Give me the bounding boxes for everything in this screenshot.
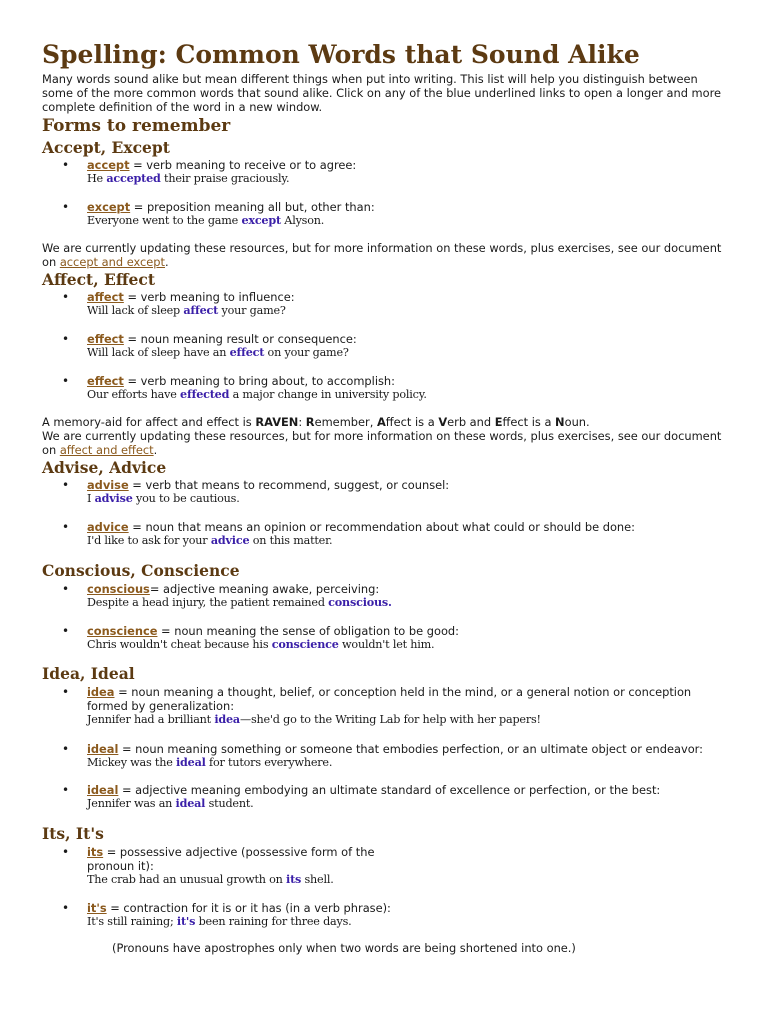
list-item (87, 845, 717, 886)
example-keyword: advice (210, 533, 250, 547)
section-heading-idea: Idea, Ideal (42, 664, 135, 683)
mnemonic-text: emember, (314, 415, 377, 429)
list-item (87, 200, 717, 227)
bullet: • (62, 200, 70, 214)
definition-text: = verb meaning to influence: (123, 290, 295, 304)
example-keyword: ideal (175, 796, 206, 810)
bullet: • (62, 685, 70, 699)
example-text: student. (205, 797, 254, 810)
example-text: The crab had an unusual growth on (87, 873, 287, 886)
example-keyword: except (241, 213, 281, 227)
term-link-its[interactable]: its (87, 845, 104, 859)
mnemonic-text: ffect is a (385, 415, 439, 429)
example-keyword: its (286, 872, 302, 886)
example-text: on this matter. (249, 534, 333, 547)
note-text: . (153, 443, 158, 457)
example-text: It's still raining; (87, 915, 177, 928)
example-text: a major change in university policy. (229, 388, 427, 401)
definition-text: = verb that means to recommend, suggest, or counsel: (128, 478, 450, 492)
example-text: for tutors everywhere. (205, 756, 333, 769)
example-keyword: advise (94, 491, 133, 505)
list-item (87, 901, 717, 928)
definition-text: = noun meaning something or someone that embodies perfection, or an ultimate object or endeavor: (118, 742, 703, 756)
example-text: Chris wouldn't cheat because his (87, 638, 272, 651)
example-keyword: conscience (271, 637, 339, 651)
definition-text: pronoun it): (87, 859, 154, 873)
list-item (87, 478, 717, 505)
example-text: Our efforts have (87, 388, 181, 401)
definition-text: = contraction for it is or it has (in a verb phrase): (106, 901, 391, 915)
list-item (87, 783, 717, 810)
example-text: Will lack of sleep have an (87, 346, 230, 359)
mnemonic-text: ffect is a (502, 415, 556, 429)
term-link-effect-verb[interactable]: effect (87, 374, 124, 388)
bullet: • (62, 158, 70, 172)
mnemonic-letter: N (555, 415, 565, 429)
example-text: Mickey was the (87, 756, 176, 769)
term-link-conscience[interactable]: conscience (87, 624, 158, 638)
definition-text: = noun that means an opinion or recommendation about what could or should be done: (128, 520, 635, 534)
bullet: • (62, 374, 70, 388)
bullet: • (62, 520, 70, 534)
example-text: Alyson. (280, 214, 325, 227)
mnemonic-text: erb and (447, 415, 495, 429)
section-heading-its: Its, It's (42, 824, 104, 843)
forms-heading: Forms to remember (42, 116, 231, 136)
link-affect-and-effect[interactable]: affect and effect (59, 443, 154, 457)
bullet: • (62, 742, 70, 756)
example-text: I'd like to ask for your (87, 534, 211, 547)
mnemonic-paragraph (42, 415, 732, 429)
term-link-except[interactable]: except (87, 200, 131, 214)
example-text: He (87, 172, 107, 185)
example-text: shell. (301, 873, 334, 886)
list-item (87, 520, 717, 547)
mnemonic-letter: V (438, 415, 448, 429)
term-link-its-contraction[interactable]: it's (87, 901, 107, 915)
bullet: • (62, 478, 70, 492)
bullet: • (62, 783, 70, 797)
note-text: . (165, 255, 169, 269)
example-keyword: effected (180, 387, 230, 401)
list-item (87, 624, 717, 651)
bullet: • (62, 332, 70, 346)
note-text: We are currently updating these resources, but for more information on these words, plus exercises, see our document on (42, 241, 722, 269)
example-text: wouldn't let him. (338, 638, 435, 651)
definition-text: = verb meaning to bring about, to accomplish: (123, 374, 395, 388)
definition-text: = preposition meaning all but, other than: (130, 200, 375, 214)
example-text: been raining for three days. (195, 915, 352, 928)
example-keyword: conscious. (328, 595, 392, 609)
list-item (87, 742, 717, 769)
list-item (87, 332, 717, 359)
example-text: Will lack of sleep (87, 304, 184, 317)
list-item (87, 374, 717, 401)
definition-text: = verb meaning to receive or to agree: (129, 158, 357, 172)
section-heading-affect: Affect, Effect (42, 270, 155, 289)
term-link-idea[interactable]: idea (87, 685, 115, 699)
section-heading-advise: Advise, Advice (42, 458, 167, 477)
example-text: on your game? (264, 346, 349, 359)
bullet: • (62, 845, 70, 859)
term-link-advice[interactable]: advice (87, 520, 129, 534)
mnemonic-letter: A (376, 415, 386, 429)
term-link-ideal-noun[interactable]: ideal (87, 742, 119, 756)
intro-paragraph: Many words sound alike but mean different things when put into writing. This list will help you distinguish between some of the more common words that sound alike. Click on any of the blue underlined links to open a longer and more complete definition of the word in a new window. (42, 72, 722, 114)
example-keyword: affect (183, 303, 219, 317)
bullet: • (62, 901, 70, 915)
mnemonic-text: : (298, 415, 306, 429)
definition-text: = noun meaning result or consequence: (123, 332, 357, 346)
mnemonic-raven: RAVEN (255, 415, 299, 429)
definition-text: = noun meaning a thought, belief, or conception held in the mind, or a general notion or conception formed by generalization: (87, 685, 692, 713)
mnemonic-letter: R (305, 415, 315, 429)
bullet: • (62, 624, 70, 638)
example-text: Jennifer was an (87, 797, 176, 810)
example-keyword: ideal (176, 755, 206, 769)
example-keyword: idea (214, 712, 240, 726)
term-link-effect-noun[interactable]: effect (87, 332, 124, 346)
list-item (87, 685, 717, 726)
note-text: We are currently updating these resources, but for more information on these words, plus exercises, see our document on (42, 429, 722, 457)
page-title: Spelling: Common Words that Sound Alike (42, 40, 640, 69)
list-item (87, 290, 717, 317)
resource-note-accept (42, 241, 732, 269)
example-text: Jennifer had a brilliant (87, 713, 215, 726)
example-keyword: accepted (106, 171, 161, 185)
example-text: your game? (218, 304, 286, 317)
mnemonic-text: A memory-aid for affect and effect is (42, 415, 256, 429)
term-link-advise[interactable]: advise (87, 478, 129, 492)
term-link-ideal-adjective[interactable]: ideal (87, 783, 119, 797)
example-text: their praise graciously. (160, 172, 290, 185)
definition-text: = adjective meaning embodying an ultimate standard of excellence or perfection, or the best: (118, 783, 661, 797)
example-keyword: it's (176, 914, 196, 928)
example-text: Despite a head injury, the patient remained (87, 596, 329, 609)
mnemonic-text: oun. (564, 415, 590, 429)
section-heading-accept: Accept, Except (42, 138, 170, 157)
section-heading-conscious: Conscious, Conscience (42, 561, 240, 580)
bullet: • (62, 290, 70, 304)
resource-note-affect (42, 429, 732, 457)
example-keyword: effect (229, 345, 265, 359)
example-text: Everyone went to the game (87, 214, 242, 227)
example-text: —she'd go to the Writing Lab for help with her papers! (239, 713, 541, 726)
mnemonic-letter: E (494, 415, 503, 429)
bullet: • (62, 582, 70, 596)
example-text: you to be cautious. (132, 492, 240, 505)
pronoun-note: (Pronouns have apostrophes only when two words are being shortened into one.) (112, 941, 576, 955)
term-link-affect[interactable]: affect (87, 290, 124, 304)
list-item (87, 158, 717, 185)
definition-text: = possessive adjective (possessive form of the (103, 845, 375, 859)
list-item (87, 582, 717, 609)
term-link-conscious[interactable]: conscious (87, 582, 150, 596)
term-link-accept[interactable]: accept (87, 158, 130, 172)
definition-text: = noun meaning the sense of obligation to be good: (157, 624, 459, 638)
link-accept-and-except[interactable]: accept and except (59, 255, 166, 269)
definition-text: = adjective meaning awake, perceiving: (149, 582, 380, 596)
example-text: I (87, 492, 95, 505)
